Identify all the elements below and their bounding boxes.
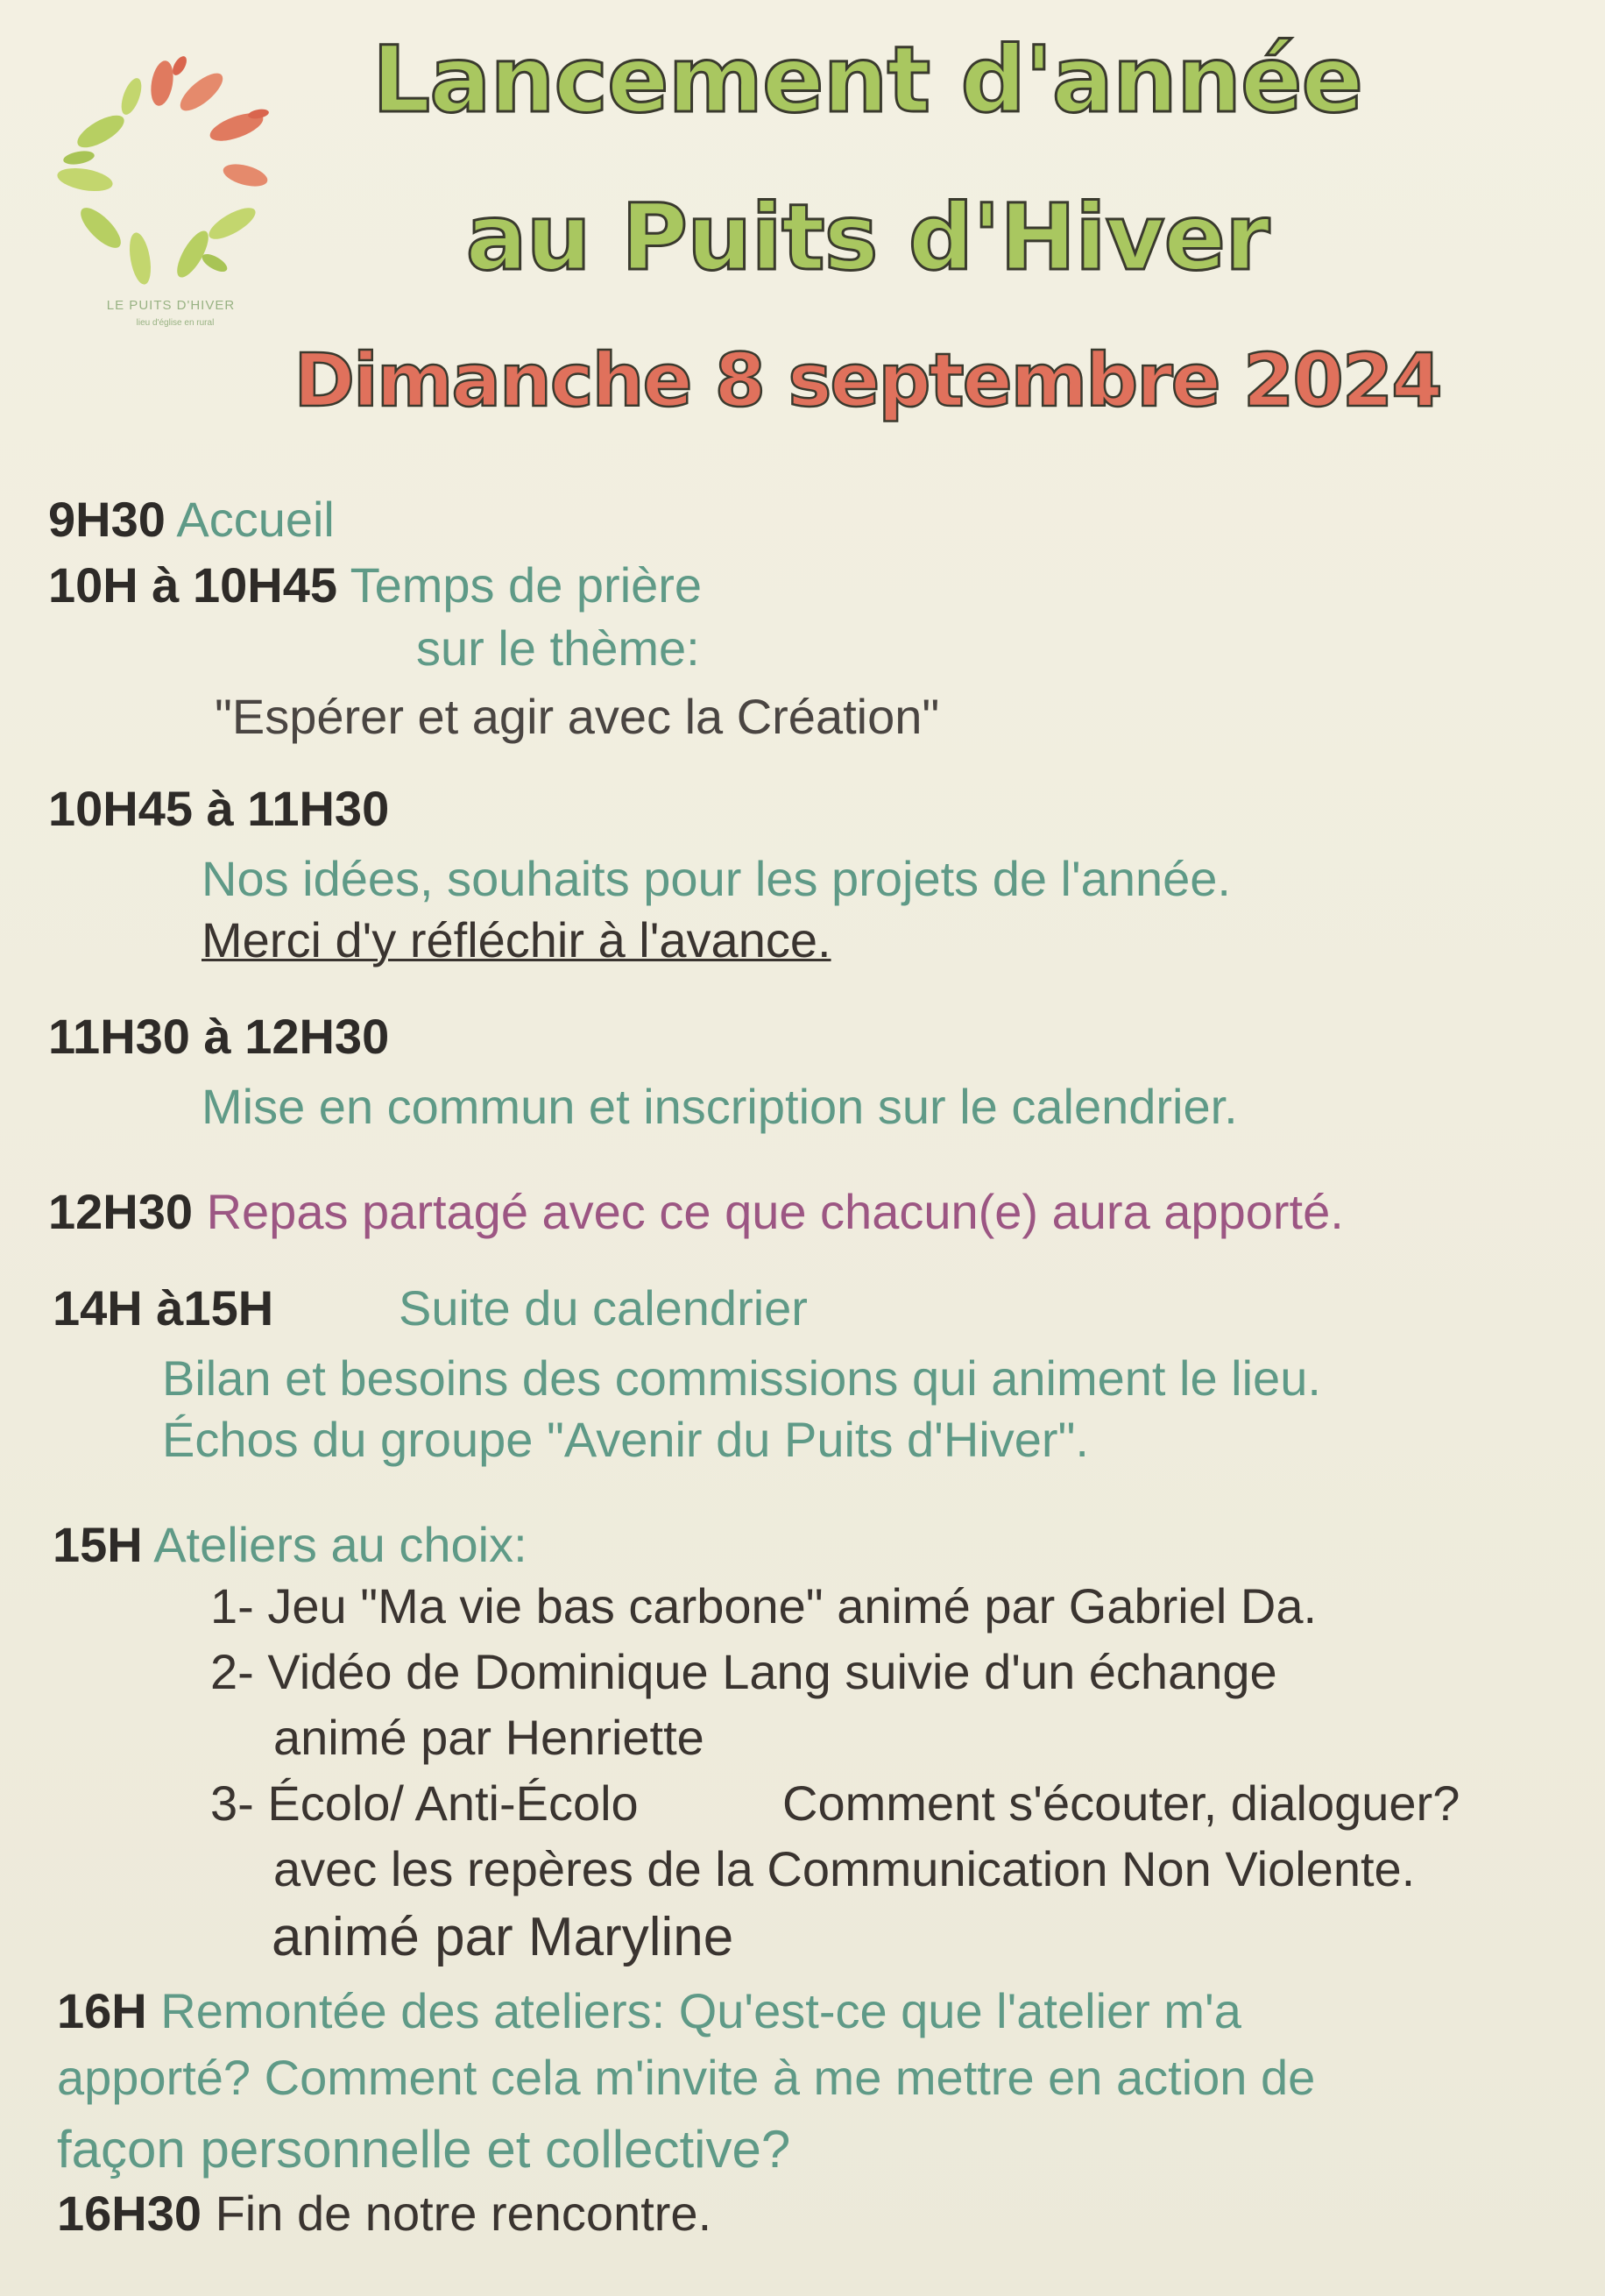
time-label: 12H30 <box>48 1184 194 1239</box>
idees-text: Nos idées, souhaits pour les projets de l'année. <box>202 851 1231 906</box>
suite-line-2: Bilan et besoins des commissions qui animent le lieu. <box>162 1350 1321 1406</box>
atelier-3: 3- Écolo/ Anti-Écolo <box>210 1775 639 1831</box>
program-item-fin <box>57 2185 711 2242</box>
time-label-commun: 11H30 à 12H30 <box>48 1009 390 1064</box>
program-item-ateliers <box>53 1516 527 1573</box>
time-label-idees: 10H45 à 11H30 <box>48 781 390 836</box>
program-item-repas <box>48 1183 1344 1240</box>
time-label: 15H <box>53 1517 143 1572</box>
time-label-suite: 14H à15H <box>53 1280 274 1336</box>
event-date: Dimanche 8 septembre 2024 <box>293 337 1441 423</box>
remontee-line-2: apporté? Comment cela m'invite à me mettre en action de <box>57 2050 1316 2105</box>
item-text: Temps de prière <box>350 557 703 613</box>
time-label: 16H30 <box>57 2186 202 2241</box>
item-text: Repas partagé avec ce que chacun(e) aura apporté. <box>206 1184 1344 1239</box>
idees-note: Merci d'y réfléchir à l'avance. <box>202 912 831 967</box>
atelier-3-line-3: animé par Maryline <box>272 1907 734 1967</box>
title-line-1: Lancement d'année <box>371 26 1363 133</box>
theme-intro: sur le thème: <box>416 620 700 676</box>
atelier-2: 2- Vidéo de Dominique Lang suivie d'un échange <box>210 1644 1277 1699</box>
time-label: 9H30 <box>48 492 166 547</box>
program-item-accueil <box>48 491 335 548</box>
theme-text: "Espérer et agir avec la Création" <box>215 689 940 744</box>
program-item-remontee <box>57 1982 1241 2039</box>
logo-subcaption: lieu d'église en rural <box>136 318 215 328</box>
time-label: 10H à 10H45 <box>48 557 338 613</box>
suite-text: Suite du calendrier <box>399 1280 808 1336</box>
logo-caption: LE PUITS D'HIVER <box>106 298 236 313</box>
program-item-priere <box>48 556 702 613</box>
atelier-1: 1- Jeu "Ma vie bas carbone" animé par Gabriel Da. <box>210 1578 1318 1633</box>
item-text: Remontée des ateliers: Qu'est-ce que l'atelier m'a <box>160 1983 1241 2038</box>
atelier-3-question: Comment s'écouter, dialoguer? <box>782 1775 1460 1831</box>
atelier-2-line-2: animé par Henriette <box>273 1710 704 1765</box>
item-text: Accueil <box>176 492 335 547</box>
time-label: 16H <box>57 1983 147 2038</box>
item-text: Ateliers au choix: <box>153 1517 527 1572</box>
atelier-3-line-2: avec les repères de la Communication Non Violente. <box>273 1841 1416 1896</box>
commun-text: Mise en commun et inscription sur le calendrier. <box>202 1079 1238 1134</box>
item-text: Fin de notre rencontre. <box>215 2186 712 2241</box>
suite-line-3: Échos du groupe "Avenir du Puits d'Hiver". <box>162 1412 1089 1467</box>
remontee-line-3: façon personnelle et collective? <box>57 2120 791 2179</box>
title-line-2: au Puits d'Hiver <box>465 184 1269 291</box>
